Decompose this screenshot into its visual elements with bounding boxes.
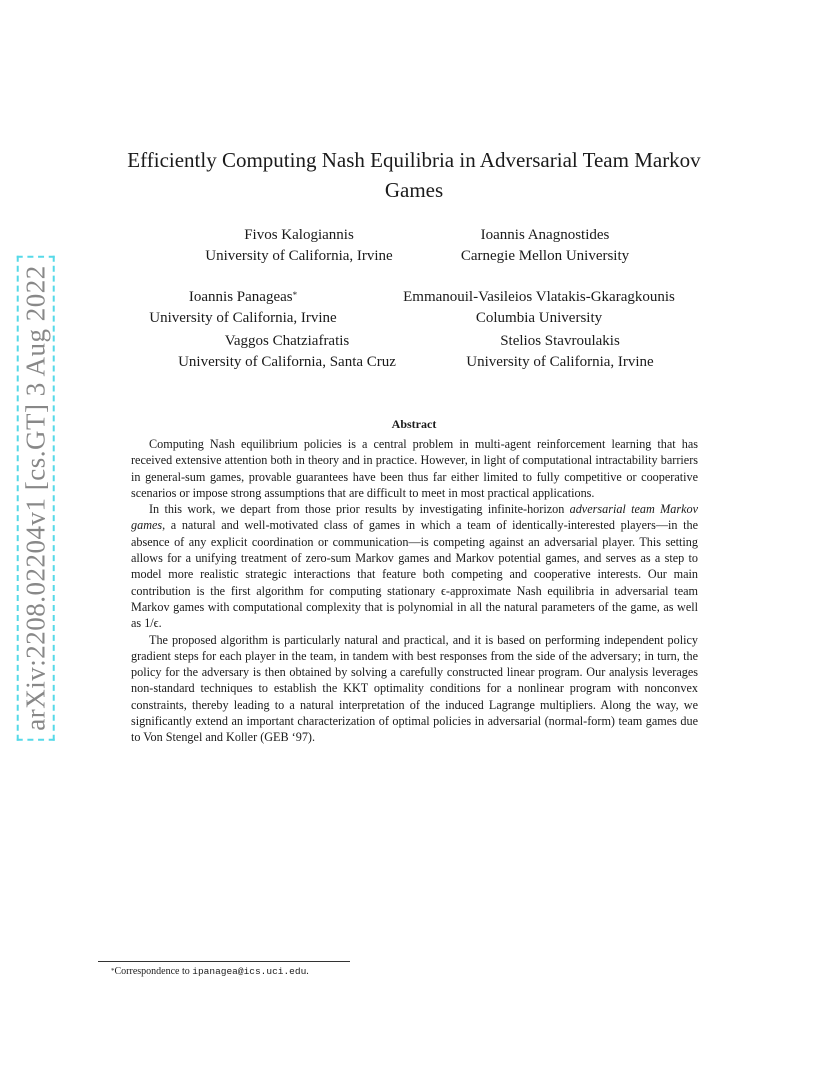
author-block: [134, 287, 352, 329]
author-block: [449, 225, 641, 267]
arxiv-identifier-stamp: [16, 260, 56, 735]
author-affiliation: University of California, Irvine: [205, 248, 393, 264]
author-affiliation: Carnegie Mellon University: [460, 248, 630, 264]
author-block: [452, 331, 668, 373]
abstract-emphasis: adversarial team Markov games: [131, 502, 698, 533]
correspondence-email: ipanagea@ics.uci.edu: [192, 966, 307, 977]
author-block: [192, 225, 406, 267]
author-name: Vaggos Chatziafratis: [224, 333, 350, 349]
correspondence-mark: *: [292, 290, 298, 300]
author-block: [160, 331, 414, 373]
author-block: [384, 287, 694, 329]
author-affiliation: University of California, Irvine: [466, 354, 654, 370]
abstract-paragraph: [131, 501, 698, 631]
abstract-paragraph: The proposed algorithm is particularly natural and practical, and it is based on performing independent policy gradient steps for each player in the team, in tandem with best responses from the side of the adversary; in turn, the policy for the adversary is then obtained by solving a carefully constructed linear program. Our analysis leverages non-standard techniques to establish the KKT optimality conditions for a nonlinear program with nonconvex constraints, thereby leading to a natural interpretation of the induced Lagrange multipliers. Along the way, we significantly extend an important characterization of optimal policies in adversarial (normal-form) team games due to Von Stengel and Koller (GEB ‘97).: [131, 632, 698, 745]
author-name: Ioannis Anagnostides: [480, 227, 610, 243]
author-name: Stelios Stavroulakis: [500, 333, 620, 349]
footnote: [111, 965, 309, 978]
author-affiliation: University of California, Irvine: [149, 310, 337, 326]
footnote-rule: [98, 961, 350, 962]
author-affiliation: Columbia University: [475, 310, 603, 326]
abstract-text: In this work, we depart from those prior results by investigating infinite-horizon: [149, 502, 570, 517]
author-name-text: Ioannis Panageas: [188, 289, 293, 305]
author-name: Fivos Kalogiannis: [244, 227, 354, 243]
abstract-paragraph: Computing Nash equilibrium policies is a central problem in multi-agent reinforcement learning that has received extensive attention both in theory and in practice. However, in light of computational intractability barriers in general-sum games, provable guarantees have been thus far either limited to fully competitive or cooperative scenarios or impose strong assumptions that are difficult to meet in most practical applications.: [131, 437, 698, 500]
abstract-body: [131, 436, 698, 746]
author-name: [134, 287, 352, 308]
abstract-text: , a natural and well-motivated class of games in which a team of identically-interested players—in the absence of any explicit coordination or communication—is competing against an adversarial player. This setting allows for a unifying treatment of zero-sum Markov games and Markov potential games, and serves as a step to model more realistic strategic interactions that feature both competing and cooperative interests. Our main contribution is the first algorithm for computing stationary ϵ-approximate Nash equilibria in adversarial team Markov games with computational complexity that is polynomial in all the natural parameters of the game, as well as 1/ϵ.: [131, 518, 698, 631]
footnote-mark: *: [111, 967, 115, 975]
footnote-end: .: [306, 966, 309, 977]
author-affiliation: University of California, Santa Cruz: [178, 354, 396, 370]
footnote-text: Correspondence to: [114, 966, 193, 977]
arxiv-identifier-text: arXiv:2208.02204v1 [cs.GT] 3 Aug 2022: [17, 255, 55, 740]
abstract-heading: Abstract: [391, 417, 437, 431]
paper-title: Efficiently Computing Nash Equilibria in Adversarial Team Markov Games: [127, 148, 701, 202]
author-name: Emmanouil-Vasileios Vlatakis-Gkaragkounis: [403, 289, 675, 305]
